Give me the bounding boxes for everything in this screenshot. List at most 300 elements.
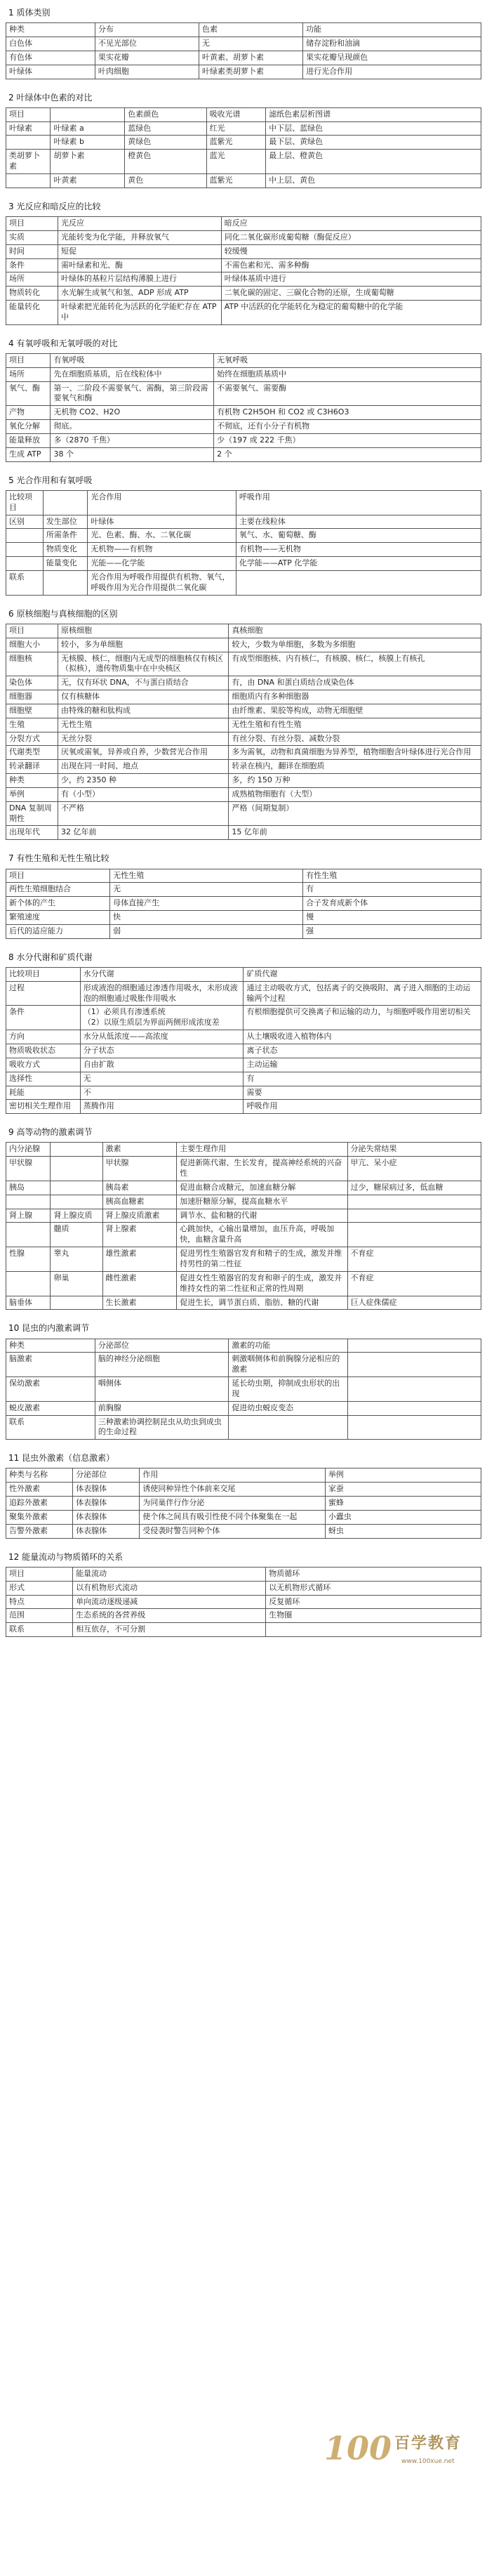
table-cell: 时间 — [6, 244, 58, 258]
table-cell: 诱使同种异性个体前来交尾 — [140, 1483, 325, 1497]
table-cell: 特点 — [6, 1595, 73, 1609]
table-cell: 蚜虫 — [325, 1524, 481, 1538]
table-header-cell: 滤纸色素层析图谱 — [266, 107, 481, 121]
section-title: 1 质体类别 — [8, 8, 51, 18]
table-cell: 促进男性生殖器官发育和精子的生成，激发并维持男性的第二性征 — [177, 1247, 347, 1272]
table-cell: 细胞大小 — [6, 638, 58, 652]
table-cell: 无性生殖 — [58, 718, 229, 732]
table-cell: 多为需氧，动物和真菌细胞为异养型，植物细胞含叶绿体进行光合作用 — [229, 746, 481, 760]
table-cell: 条件 — [6, 1006, 81, 1030]
table-cell — [229, 1415, 347, 1440]
table-cell: 转录翻译 — [6, 760, 58, 774]
table-cell: 物质吸收状态 — [6, 1044, 81, 1058]
table-cell: 加速肝糖原分解，提高血糖水平 — [177, 1195, 347, 1209]
table-cell: 中下层、蓝绿色 — [266, 121, 481, 136]
table-cell: 出现年代 — [6, 826, 58, 840]
table-cell: 氧气、水、葡萄糖、酶 — [236, 529, 481, 543]
table-cell — [6, 1271, 51, 1296]
section-12 — [6, 1551, 481, 1637]
table-row — [6, 121, 481, 136]
section-7 — [6, 853, 481, 938]
table-cell: 无 — [80, 1072, 244, 1086]
table-cell: 细胞器 — [6, 690, 58, 704]
table-cell: 叶绿素把光能转化为活跃的化学能贮存在 ATP 中 — [58, 301, 222, 325]
table-cell: 范围 — [6, 1609, 73, 1623]
comparison-table — [6, 22, 481, 79]
table-cell: 多，约 150 万种 — [229, 774, 481, 788]
watermark — [324, 2426, 479, 2476]
table-header-cell: 有性生殖 — [303, 869, 481, 883]
table-cell: 细胞核 — [6, 652, 58, 676]
table-header-row — [6, 1339, 481, 1353]
table-cell — [6, 1195, 51, 1209]
table-cell: 有 — [244, 1072, 481, 1086]
table-header-row — [6, 624, 481, 638]
table-cell: 睾丸 — [51, 1247, 102, 1272]
table-row — [6, 136, 481, 150]
table-cell — [6, 557, 44, 571]
table-row — [6, 704, 481, 718]
table-row — [6, 420, 481, 434]
table-cell: 延长幼虫期，抑制成虫形状的出现 — [229, 1377, 347, 1402]
table-cell: 生长激素 — [102, 1296, 177, 1310]
table-row — [6, 981, 481, 1006]
table-row — [6, 1086, 481, 1100]
table-row — [6, 1609, 481, 1623]
table-cell: 无 — [110, 883, 303, 897]
table-cell: 体表腺体 — [73, 1511, 140, 1525]
table-row — [6, 760, 481, 774]
table-cell: 慢 — [303, 911, 481, 925]
table-cell: 蓝紫光 — [206, 136, 266, 150]
table-cell: 追踪外激素 — [6, 1497, 73, 1511]
table-row — [6, 515, 481, 529]
table-row — [6, 272, 481, 287]
table-header-cell: 无性生殖 — [110, 869, 303, 883]
table-cell: 叶绿素类胡萝卜素 — [199, 65, 303, 79]
table-cell: 代谢类型 — [6, 746, 58, 760]
table-cell: 出现在同一时间、地点 — [58, 760, 229, 774]
table-cell: 无核膜、核仁，细胞内无成型的细胞核仅有核区（拟核），遗传物质集中在中央核区 — [58, 652, 229, 676]
table-cell: 始终在细胞质基质中 — [214, 367, 481, 381]
table-cell: 脑激素 — [6, 1353, 95, 1377]
table-cell — [347, 1377, 481, 1402]
table-row — [6, 230, 481, 244]
table-header-cell: 有氧呼吸 — [51, 353, 214, 367]
table-row — [6, 652, 481, 676]
table-row — [6, 1581, 481, 1595]
table-row — [6, 883, 481, 897]
table-row — [6, 1058, 481, 1072]
table-cell: 受侵袭时警告同种个体 — [140, 1524, 325, 1538]
table-cell: 方向 — [6, 1030, 81, 1044]
table-row — [6, 1209, 481, 1223]
table-cell — [6, 136, 51, 150]
comparison-table — [6, 107, 481, 188]
table-header-cell: 分泌部位 — [73, 1468, 140, 1483]
table-header-cell: 无氧呼吸 — [214, 353, 481, 367]
table-cell: 雄性激素 — [102, 1247, 177, 1272]
table-cell: 告警外激素 — [6, 1524, 73, 1538]
table-cell — [347, 1401, 481, 1415]
table-cell: 15 亿年前 — [229, 826, 481, 840]
table-header-cell: 项目 — [6, 1567, 73, 1581]
table-cell: 刺激咽侧体和前胸腺分泌相应的激素 — [229, 1353, 347, 1377]
table-cell — [347, 1209, 481, 1223]
table-cell: 严格（间期复制） — [229, 801, 481, 826]
table-header-row — [6, 1567, 481, 1581]
table-cell: 分裂方式 — [6, 732, 58, 746]
table-cell: 蜜蜂 — [325, 1497, 481, 1511]
table-cell: 水光解生成氧气和氢、ADP 形成 ATP — [58, 287, 222, 301]
table-cell — [51, 1157, 102, 1181]
table-cell: 厌氧或需氧，异养或自养，少数营光合作用 — [58, 746, 229, 760]
section-title: 2 叶绿体中色素的对比 — [8, 92, 93, 103]
table-cell: 性腺 — [6, 1247, 51, 1272]
table-cell: 产物 — [6, 406, 51, 420]
table-cell: 聚集外激素 — [6, 1511, 73, 1525]
table-cell: 转录在核内，翻译在细胞质 — [229, 760, 481, 774]
table-cell — [6, 173, 51, 188]
table-cell: 光能转变为化学能，并释放氧气 — [58, 230, 222, 244]
table-header-row — [6, 23, 481, 37]
table-header-cell: 项目 — [6, 107, 51, 121]
table-header-cell: 功能 — [303, 23, 481, 37]
table-cell: 不彻底，还有小分子有机物 — [214, 420, 481, 434]
table-row — [6, 1181, 481, 1195]
table-row — [6, 911, 481, 925]
section-title: 9 高等动物的激素调节 — [8, 1127, 93, 1138]
table-cell: 进行光合作用 — [303, 65, 481, 79]
table-cell: 有 — [303, 883, 481, 897]
table-cell: 种类 — [6, 774, 58, 788]
table-cell: 生成 ATP — [6, 447, 51, 461]
table-header-row — [6, 1143, 481, 1157]
table-header-cell: 项目 — [6, 624, 58, 638]
table-header-cell: 种类 — [6, 1339, 95, 1353]
table-header-row — [6, 107, 481, 121]
table-header-cell: 主要生理作用 — [177, 1143, 347, 1157]
section-title: 3 光反应和暗反应的比较 — [8, 201, 101, 211]
table-row — [6, 434, 481, 448]
table-cell: 过程 — [6, 981, 81, 1006]
table-cell: 相互依存，不可分割 — [73, 1623, 266, 1637]
table-header-row — [6, 967, 481, 981]
table-cell: 38 个 — [51, 447, 214, 461]
section-title: 10 昆虫的内激素调节 — [8, 1323, 90, 1334]
table-header-cell: 色素 — [199, 23, 303, 37]
table-cell: 甲亢、呆小症 — [347, 1157, 481, 1181]
table-cell: 体表腺体 — [73, 1483, 140, 1497]
table-cell: 较大，少数为单细胞，多数为多细胞 — [229, 638, 481, 652]
table-cell: 2 个 — [214, 447, 481, 461]
table-header-cell — [51, 107, 125, 121]
table-cell: 化学能——ATP 化学能 — [236, 557, 481, 571]
table-cell: 彻底。 — [51, 420, 214, 434]
table-row — [6, 557, 481, 571]
table-cell: 多（2870 千焦） — [51, 434, 214, 448]
table-cell: 橙黄色 — [125, 150, 206, 174]
table-cell: 合子发育成新个体 — [303, 897, 481, 911]
table-header-cell: 呼吸作用 — [236, 490, 481, 515]
table-row — [6, 406, 481, 420]
table-row — [6, 1072, 481, 1086]
table-row — [6, 65, 481, 79]
table-header-cell: 色素颜色 — [125, 107, 206, 121]
table-cell: 氧化分解 — [6, 420, 51, 434]
table-cell: 小蠹虫 — [325, 1511, 481, 1525]
section-title: 12 能量流动与物质循环的关系 — [8, 1551, 124, 1562]
table-cell: 仅有核糖体 — [58, 690, 229, 704]
table-cell: 无，仅有环状 DNA，不与蛋白质结合 — [58, 676, 229, 690]
section-title: 5 光合作用和有氧呼吸 — [8, 475, 93, 485]
table-cell: 光、色素、酶、水、二氧化碳 — [88, 529, 236, 543]
table-cell: 呼吸作用 — [244, 1100, 481, 1114]
table-header-row — [6, 869, 481, 883]
table-cell: （1）必须具有渗透系统 （2）以原生质层为界面两侧形成浓度差 — [80, 1006, 244, 1030]
sections-container — [6, 7, 481, 1637]
table-header-row — [6, 1468, 481, 1483]
table-cell: 生态系统的各营养级 — [73, 1609, 266, 1623]
table-row — [6, 543, 481, 557]
table-cell: 过少，糖尿病过多，低血糖 — [347, 1181, 481, 1195]
table-cell: 能量转化 — [6, 301, 58, 325]
table-row — [6, 1353, 481, 1377]
table-cell: 实质 — [6, 230, 58, 244]
table-row — [6, 447, 481, 461]
table-cell: 自由扩散 — [80, 1058, 244, 1072]
section-5 — [6, 475, 481, 596]
section-1 — [6, 7, 481, 79]
table-cell: 卵巢 — [51, 1271, 102, 1296]
table-cell: 形式 — [6, 1581, 73, 1595]
table-cell: 黄绿色 — [125, 136, 206, 150]
table-cell: 黄色 — [125, 173, 206, 188]
table-cell: 促进生长，调节蛋白质、脂肪、糖的代谢 — [177, 1296, 347, 1310]
table-cell: 有，由 DNA 和蛋白质结合成染色体 — [229, 676, 481, 690]
table-cell: 胰高血糖素 — [102, 1195, 177, 1209]
table-cell: 无性生殖和有性生殖 — [229, 718, 481, 732]
section-11 — [6, 1452, 481, 1538]
table-cell: 举例 — [6, 787, 58, 801]
table-cell: 叶黄素 — [51, 173, 125, 188]
table-cell: 发生部位 — [43, 515, 87, 529]
table-cell: 形成液泡的细胞通过渗透作用吸水，未形成液泡的细胞通过吸胀作用吸水 — [80, 981, 244, 1006]
table-row — [6, 746, 481, 760]
table-row — [6, 37, 481, 51]
table-cell: 物质变化 — [43, 543, 87, 557]
comparison-table — [6, 967, 481, 1114]
table-row — [6, 801, 481, 826]
comparison-table — [6, 1468, 481, 1538]
table-cell: 蓝光 — [206, 150, 266, 174]
comparison-table — [6, 353, 481, 462]
table-row — [6, 1511, 481, 1525]
table-cell: 选择性 — [6, 1072, 81, 1086]
table-cell: 果实花瓣呈现颜色 — [303, 51, 481, 65]
table-cell: 由纤维素、果胶等构成，动物无细胞壁 — [229, 704, 481, 718]
table-cell — [347, 1195, 481, 1209]
table-cell: 胰岛 — [6, 1181, 51, 1195]
section-2 — [6, 92, 481, 188]
table-cell: 同化二氧化碳形成葡萄糖（酶促反应） — [221, 230, 481, 244]
table-cell: 胰岛素 — [102, 1181, 177, 1195]
table-row — [6, 1401, 481, 1415]
table-cell: 前胸腺 — [95, 1401, 228, 1415]
table-cell: 使个体之间具有吸引性使不同个体聚集在一起 — [140, 1511, 325, 1525]
table-cell: 体表腺体 — [73, 1497, 140, 1511]
table-cell: 区别 — [6, 515, 44, 529]
table-cell: 雌性激素 — [102, 1271, 177, 1296]
table-cell: 蓝绿色 — [125, 121, 206, 136]
table-header-row — [6, 217, 481, 231]
table-row — [6, 1415, 481, 1440]
table-cell: 有根细胞提供可交换离子和运输的动力，与细胞呼吸作用密切相关 — [244, 1006, 481, 1030]
section-title: 8 水分代谢和矿质代谢 — [8, 952, 93, 962]
table-cell: 离子状态 — [244, 1044, 481, 1058]
table-cell — [347, 1415, 481, 1440]
table-cell: 主要在线粒体 — [236, 515, 481, 529]
table-header-cell: 原核细胞 — [58, 624, 229, 638]
table-cell — [6, 543, 44, 557]
table-header-cell — [51, 1143, 102, 1157]
table-row — [6, 1195, 481, 1209]
section-8 — [6, 952, 481, 1114]
table-cell — [51, 1296, 102, 1310]
table-header-row — [6, 490, 481, 515]
table-row — [6, 1595, 481, 1609]
table-cell: 叶绿素 b — [51, 136, 125, 150]
table-cell: 主动运输 — [244, 1058, 481, 1072]
table-cell: 能量变化 — [43, 557, 87, 571]
table-header-cell: 光合作用 — [88, 490, 236, 515]
table-cell: 脑的神经分泌细胞 — [95, 1353, 228, 1377]
table-cell: 密切相关生理作用 — [6, 1100, 81, 1114]
table-cell — [6, 1223, 51, 1247]
table-cell: 32 亿年前 — [58, 826, 229, 840]
table-cell: 有（小型） — [58, 787, 229, 801]
table-cell: 无机物 CO2、H2O — [51, 406, 214, 420]
watermark-name: 百学教育 — [394, 2435, 462, 2452]
table-cell: 染色体 — [6, 676, 58, 690]
table-cell: 肾上腺皮质 — [51, 1209, 102, 1223]
table-row — [6, 1271, 481, 1296]
table-cell — [6, 529, 44, 543]
table-header-cell — [43, 490, 87, 515]
table-header-cell: 比较项目 — [6, 490, 44, 515]
table-cell: 二氧化碳的固定、三碳化合物的还原，生成葡萄糖 — [221, 287, 481, 301]
table-row — [6, 1100, 481, 1114]
section-9 — [6, 1126, 481, 1310]
table-row — [6, 1483, 481, 1497]
table-cell: 蜕皮激素 — [6, 1401, 95, 1415]
table-cell: 生物圈 — [266, 1609, 481, 1623]
table-cell: 短促 — [58, 244, 222, 258]
table-row — [6, 381, 481, 406]
section-6 — [6, 608, 481, 841]
table-cell: 中上层、黄色 — [266, 173, 481, 188]
table-cell: 叶绿素 a — [51, 121, 125, 136]
table-cell: 促进幼虫蜕皮变态 — [229, 1401, 347, 1415]
table-cell: 不育症 — [347, 1271, 481, 1296]
table-cell: 分子状态 — [80, 1044, 244, 1058]
table-cell: 叶肉细胞 — [95, 65, 199, 79]
table-cell: 少（197 或 222 千焦） — [214, 434, 481, 448]
table-header-cell: 能量流动 — [73, 1567, 266, 1581]
comparison-table — [6, 1567, 481, 1637]
table-cell: 吸收方式 — [6, 1058, 81, 1072]
table-row — [6, 1223, 481, 1247]
table-cell: 有机物——无机物 — [236, 543, 481, 557]
table-cell — [347, 1223, 481, 1247]
table-header-cell: 水分代谢 — [80, 967, 244, 981]
comparison-table — [6, 490, 481, 596]
table-cell: 繁殖速度 — [6, 911, 110, 925]
table-header-row — [6, 353, 481, 367]
table-header-cell: 吸收光谱 — [206, 107, 266, 121]
table-header-cell: 暗反应 — [221, 217, 481, 231]
table-cell: 联系 — [6, 1415, 95, 1440]
table-cell: 强 — [303, 924, 481, 938]
table-row — [6, 173, 481, 188]
table-cell: 单向流动逐级递减 — [73, 1595, 266, 1609]
table-cell: 保幼激素 — [6, 1377, 95, 1402]
section-title: 6 原核细胞与真核细胞的区别 — [8, 608, 118, 619]
table-cell: 心跳加快，心输出量增加，血压升高，呼吸加快，血糖含量升高 — [177, 1223, 347, 1247]
section-title: 7 有性生殖和无性生殖比较 — [8, 853, 109, 864]
table-cell: 脑垂体 — [6, 1296, 51, 1310]
table-cell — [51, 1195, 102, 1209]
table-row — [6, 570, 481, 595]
table-header-cell: 项目 — [6, 353, 51, 367]
table-row — [6, 826, 481, 840]
table-cell: 促进新陈代谢、生长发育，提高神经系统的兴奋性 — [177, 1157, 347, 1181]
table-cell: 以有机物形式流动 — [73, 1581, 266, 1595]
table-cell: 物质转化 — [6, 287, 58, 301]
table-cell: 弱 — [110, 924, 303, 938]
table-cell: 不需要氧气、需要酶 — [214, 381, 481, 406]
table-row — [6, 1497, 481, 1511]
table-row — [6, 1296, 481, 1310]
table-cell: 氧气、酶 — [6, 381, 51, 406]
table-header-cell: 项目 — [6, 869, 110, 883]
table-cell: 三种激素协调控制昆虫从幼虫到成虫的生命过程 — [95, 1415, 228, 1440]
table-row — [6, 301, 481, 325]
comparison-table — [6, 624, 481, 841]
table-cell: 为同巢伴行作分泌 — [140, 1497, 325, 1511]
table-row — [6, 1377, 481, 1402]
table-row — [6, 1006, 481, 1030]
table-cell: 体表腺体 — [73, 1524, 140, 1538]
table-header-cell: 物质循环 — [266, 1567, 481, 1581]
table-header-cell: 矿质代谢 — [244, 967, 481, 981]
table-cell: 由特殊的糖和肽构成 — [58, 704, 229, 718]
section-3 — [6, 201, 481, 325]
table-cell: 促进女性生殖器官的发育和卵子的生成，激发并维持女性的第二性征和正常的性周期 — [177, 1271, 347, 1296]
watermark-url: www.100xue.net — [401, 2458, 455, 2465]
table-row — [6, 718, 481, 732]
table-cell: 生殖 — [6, 718, 58, 732]
table-cell: 场所 — [6, 272, 58, 287]
table-row — [6, 924, 481, 938]
table-cell: 较小，多为单细胞 — [58, 638, 229, 652]
table-cell: 后代的适应能力 — [6, 924, 110, 938]
table-cell: 有机物 C2H5OH 和 CO2 或 C3H6O3 — [214, 406, 481, 420]
table-cell: 少，约 2350 种 — [58, 774, 229, 788]
table-cell: 不育症 — [347, 1247, 481, 1272]
table-row — [6, 529, 481, 543]
table-cell — [266, 1623, 481, 1637]
